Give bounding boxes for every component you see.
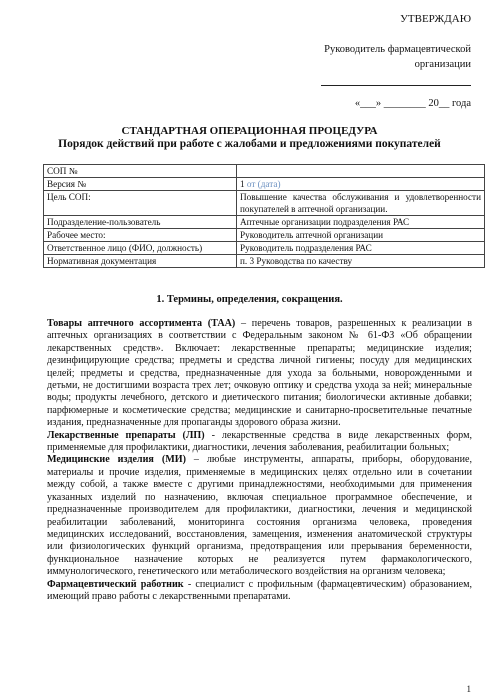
- term-paragraph: [47, 430, 472, 455]
- row-value: Руководитель подразделения РАС: [237, 242, 485, 255]
- terms-body: [47, 318, 472, 603]
- row-label: Цель СОП:: [44, 191, 237, 216]
- document-subtitle: Порядок действий при работе с жалобами и предложениями покупателей: [58, 138, 441, 150]
- term-definition: - лекарственные средства в виде лекарственных форм, применяемые для профилактики, диагностики, лечения заболевания, реабилитации больных;: [47, 429, 472, 454]
- row-label: Ответственное лицо (ФИО, должность): [44, 242, 237, 255]
- version-date: от (дата): [246, 179, 281, 189]
- term-name: Фармацевтический работник: [47, 578, 184, 590]
- term-name: Медицинские изделия (МИ): [47, 454, 186, 466]
- row-value: Аптечные организации подразделения РАС: [237, 216, 485, 229]
- sop-info-table: [43, 164, 485, 268]
- approval-block: [301, 12, 471, 112]
- table-row: [44, 229, 485, 242]
- table-row: [44, 191, 485, 216]
- row-value: Руководитель аптечной организации: [237, 229, 485, 242]
- table-row: [44, 178, 485, 191]
- row-label: Подразделение-пользователь: [44, 216, 237, 229]
- document-title: СТАНДАРТНАЯ ОПЕРАЦИОННАЯ ПРОЦЕДУРА: [121, 125, 378, 137]
- page-number: 1: [466, 684, 471, 694]
- row-value: п. 3 Руководства по качеству: [237, 255, 485, 268]
- version-number: 1: [240, 179, 245, 189]
- term-definition: - специалист с профильным (фармацевтическим) образованием, имеющий право работы с лекарственными препаратами.: [47, 578, 472, 602]
- approval-title: УТВЕРЖДАЮ: [400, 13, 471, 25]
- term-paragraph: [47, 579, 472, 604]
- term-paragraph: [47, 454, 472, 578]
- term-definition: – любые инструменты, аппараты, приборы, оборудование, материалы и прочие изделия, применяемые в медицинских целях отдельно или в сочетании между собой, а также вместе с другими принадлежностями, необходимыми для применения указанных изделий по назначению, включая специальное программное обеспечение, и предназначенные производителем для профилактики, диагностики, лечения и медицинской реабилитации заболеваний, мониторинга состояния организма человека, проведения медицинских исследований, восстановления, замещения, изменения анатомической структуры или физиологических функций организма, предотвращения или прерывания беременности, функциональное назначение которых не реализуется путем фармакологического, иммунологического, генетического или метаболического воздействия на организм человека;: [47, 454, 472, 578]
- approval-date-line: «___» ________ 20__ года: [354, 98, 471, 110]
- table-row: [44, 165, 485, 178]
- row-label: Нормативная документация: [44, 255, 237, 268]
- term-paragraph: [47, 318, 472, 430]
- row-label: Рабочее место:: [44, 229, 237, 242]
- table-row: [44, 255, 485, 268]
- term-definition: – перечень товаров, разрешенных к реализации в аптечных организациях в соответствии с Федеральным законом № 61-ФЗ «Об обращении лекарственных средств». Включает: лекарственные препараты; медицинские изделия; дезинфицирующие средства; предметы и средства личной гигиены; посуду для медицинских целей; предметы и средства, предназначенные для ухода за больными, новорожденными и детьми, не достигшими возраста трех лет; очковую оптику и средства ухода за ней; минеральные воды; продукты лечебного, детского и диетического питания; биологически активные добавки; парфюмерные и косметические средства; медицинские и санитарно-просветительные печатные издания, предназначенные для пропаганды здорового образа жизни.: [47, 318, 472, 429]
- table-row: [44, 216, 485, 229]
- table-row: [44, 242, 485, 255]
- term-name: Лекарственные препараты (ЛП): [47, 429, 205, 441]
- row-label: СОП №: [44, 165, 237, 178]
- row-label: Версия №: [44, 178, 237, 191]
- term-name: Товары аптечного ассортимента (ТАА): [47, 318, 236, 329]
- row-value: [237, 165, 485, 178]
- approval-position: Руководитель фармацевтической организации: [324, 43, 471, 71]
- row-value: [237, 178, 485, 191]
- signature-line: [321, 84, 471, 86]
- row-value: Повышение качества обслуживания и удовлетворенности покупателей в аптечной организации.: [237, 191, 485, 216]
- section-heading: 1. Термины, определения, сокращения.: [156, 294, 343, 305]
